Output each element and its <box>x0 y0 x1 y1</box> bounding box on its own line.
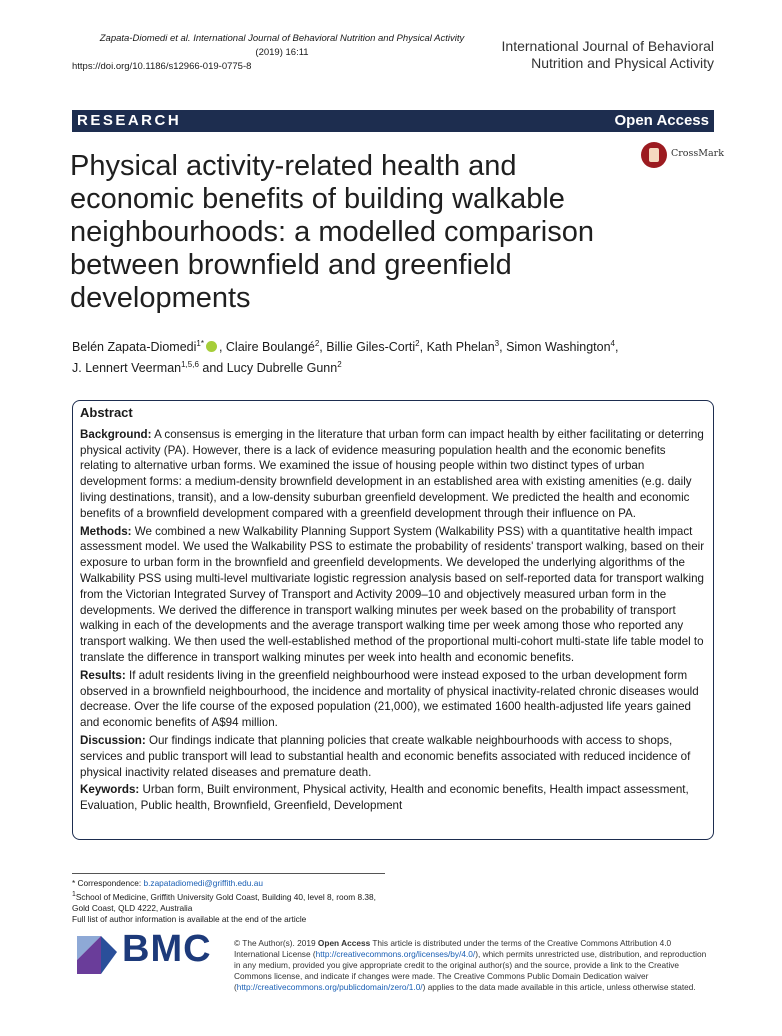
section-text: If adult residents living in the greenfield neighbourhood were instead exposed to the urban development form observed in a brownfield neighbourhood, the incidence and mortality of physical inactivity-related chronic diseases would decrease. Over the life course of the exposed population (21,000), we estimated 1600 health-adjusted life years gained and economic benefits of A$94 million. <box>80 668 699 730</box>
author-name: Billie Giles-Corti <box>326 340 416 355</box>
author-affiliation: 1,5,6 <box>181 360 199 370</box>
section-label: Discussion: <box>80 733 146 747</box>
bmc-logo <box>77 930 222 978</box>
abstract-keywords <box>80 782 706 814</box>
journal-name-line2: Nutrition and Physical Activity <box>531 55 714 71</box>
author-name: Simon Washington <box>506 340 611 355</box>
author-affiliation: 4 <box>610 339 615 348</box>
section-label: Keywords: <box>80 783 140 797</box>
abstract-methods <box>80 524 706 666</box>
doi-link[interactable]: https://doi.org/10.1186/s12966-019-0775-8 <box>72 61 252 72</box>
footnote-divider <box>72 873 385 874</box>
bmc-logo-text: BMC <box>122 928 212 970</box>
license-text-1: This article is distributed under the terms of the Creative Commons Attribution 4.0 International License ( <box>234 938 672 959</box>
author-name: Claire Boulangé <box>225 340 315 355</box>
journal-name-line1: International Journal of Behavioral <box>501 38 714 54</box>
article-type-label: RESEARCH <box>77 112 182 129</box>
section-text: Urban form, Built environment, Physical activity, Health and economic benefits, Health impact assessment, Evaluation, Public health, Brownfield, Greenfield, Development <box>80 783 689 813</box>
crossmark-label: CrossMark <box>671 148 724 159</box>
open-access-label: Open Access <box>614 112 709 129</box>
license-text-2: ), which permits unrestricted use, distribution, and reproduction in any medium, provided you give appropriate credit to the original author(s) and the source, provide a link to the Creative Commons license, and indicate if changes were made. The Creative Commons Public Domain Dedication waiver ( <box>234 949 707 992</box>
cc-zero-waiver-link[interactable]: http://creativecommons.org/publicdomain/zero/1.0/ <box>236 982 423 992</box>
bmc-logo-mark-icon <box>77 930 117 976</box>
section-text: We combined a new Walkability Planning Support System (Walkability PSS) with a quantitative health impact assessment model. We used the Walkability PSS to estimate the probability of residents' transport walking, based on their exposure to urban form in the brownfield and greenfield developments. We developed the underlying algorithms of the Walkability PSS using multi-level multivariate logistic regression analysis based on self-reported data for transport walking from the Victorian Integrated Survey of Transport and Activity 2009–10 and objectively measured urban form in the developments. We derived the difference in transport walking minutes per week based on the probability of transport walking in each of the developments and the average transport walking time per week among those who reported any transport walking. We then used the well-established method of the proportional multi-cohort multi-state life table model to translate the difference in transport walking minutes per week into health and economic benefits. <box>80 524 705 664</box>
correspondence-email-link[interactable]: b.zapatadiomedi@griffith.edu.au <box>143 878 263 888</box>
copyright-text: © The Author(s). 2019 <box>234 938 316 948</box>
correspondence-line <box>72 878 392 889</box>
abstract-results <box>80 668 706 731</box>
license-statement <box>234 938 714 993</box>
author-affiliation: 2 <box>415 339 420 348</box>
abstract-background <box>80 427 706 522</box>
affiliation-number: 1 <box>72 891 76 899</box>
author-affiliation: 3 <box>494 339 500 348</box>
article-type-band <box>72 110 714 132</box>
author-list: Belén Zapata-Diomedi$^{1*}$ , Claire Boulangé$^2$, Billie Giles-Corti$^2$, Kath Phelan$^3$, Simon Washington$^4$, J. Lennert Veerman$^{1,5,6}$ and Lucy Dubrelle Gunn$^2$ <box>72 339 619 376</box>
crossmark-icon <box>641 142 667 168</box>
abstract-box <box>72 400 714 840</box>
affiliation-text: School of Medicine, Griffith University Gold Coast, Building 40, level 8, room 8.38, Gold Coast, QLD 4222, Australia <box>72 891 376 914</box>
open-access-text: Open Access <box>317 938 371 948</box>
journal-name <box>502 38 714 72</box>
section-text: A consensus is emerging in the literature that urban form can impact health by either facilitating or deterring physical activity (PA). However, there is a lack of evidence measuring population health and the economic benefits relating to alternative urban forms. We examined the issue of housing people within two distinct types of urban development forms: a medium-density brownfield development in an established area with existing amenities (e.g. daily living destinations, transit), and a low-density suburban greenfield development. We predicted the health and economic benefits of a brownfield development compared with a greenfield development through their influence on PA. <box>80 427 704 520</box>
correspondence-prefix: * Correspondence: <box>72 878 142 888</box>
section-label: Methods: <box>80 524 132 538</box>
crossmark-badge[interactable] <box>641 142 724 168</box>
full-author-info-note: Full list of author information is available at the end of the article <box>72 914 307 925</box>
author-name: Belén Zapata-Diomedi <box>72 340 197 355</box>
running-header-citation <box>72 32 492 74</box>
author-affiliation: 1* <box>196 339 204 348</box>
cc-by-license-link[interactable]: http://creativecommons.org/licenses/by/4.0/ <box>315 949 476 959</box>
abstract-discussion <box>80 733 706 780</box>
author-name: Lucy Dubrelle Gunn <box>226 361 338 376</box>
section-text: Our findings indicate that planning policies that create walkable neighbourhoods with access to shops, services and public transport will lead to substantial health and economic benefits associated with reduced incidence of physical inactivity related diseases and premature death. <box>80 733 691 779</box>
orcid-icon[interactable] <box>206 341 217 352</box>
affiliation-line <box>72 889 392 914</box>
author-affiliation: 2 <box>314 339 320 348</box>
author-name: J. Lennert Veerman <box>72 361 182 376</box>
author-conjunction: and <box>202 361 224 376</box>
citation-year-volume: (2019) 16:11 <box>255 47 309 58</box>
license-text-3: ) applies to the data made available in this article, unless otherwise stated. <box>422 982 696 992</box>
article-title: Physical activity-related health and economic benefits of building walkable neighbourhoods: a modelled comparison between brownfield and greenfield developments <box>70 150 594 314</box>
footnotes <box>72 878 392 926</box>
abstract-heading: Abstract <box>80 405 133 420</box>
section-label: Background: <box>80 427 152 441</box>
author-name: Kath Phelan <box>426 340 495 355</box>
section-label: Results: <box>80 668 126 682</box>
author-affiliation: 2 <box>337 360 342 370</box>
citation-text: Zapata-Diomedi et al. International Journal of Behavioral Nutrition and Physical Activity <box>99 33 465 44</box>
